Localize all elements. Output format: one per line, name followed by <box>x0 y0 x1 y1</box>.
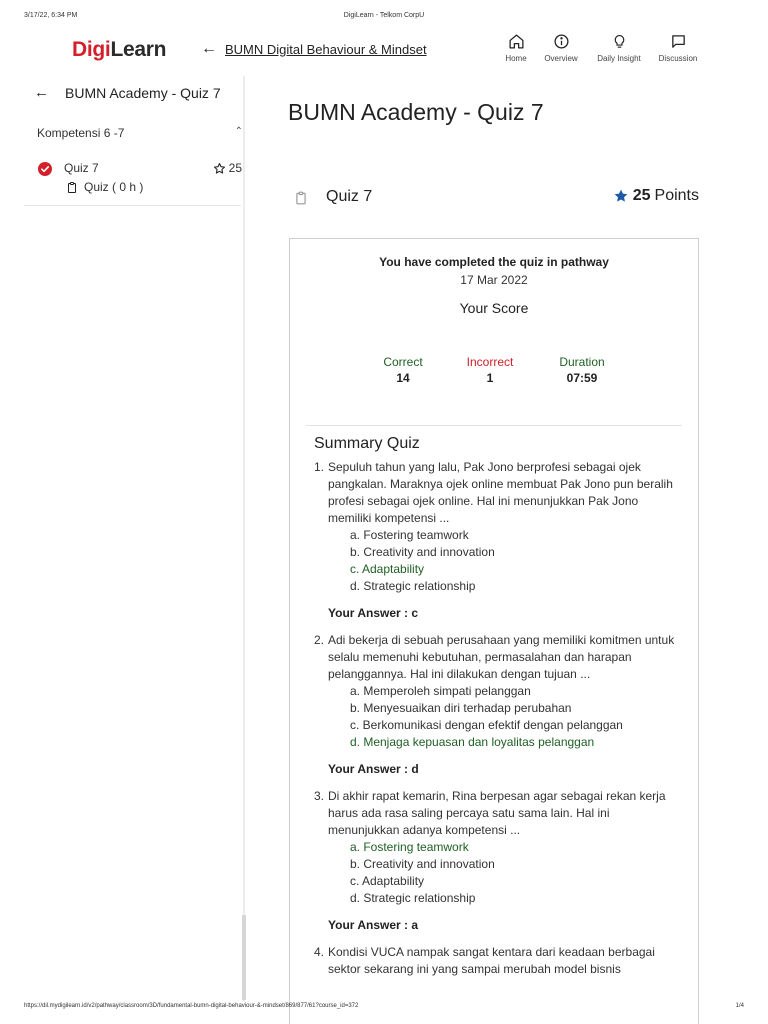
user-answer: Your Answer : d <box>328 762 419 776</box>
question-number: 1. <box>314 460 325 474</box>
points-value: 25 <box>632 187 651 204</box>
star-filled-icon <box>613 188 629 204</box>
option: b. Creativity and innovation <box>350 857 495 871</box>
home-icon <box>508 33 525 50</box>
summary-title: Summary Quiz <box>314 435 420 452</box>
option: c. Adaptability <box>350 874 425 888</box>
stat-duration <box>542 355 622 385</box>
question-number: 3. <box>314 789 325 803</box>
option-correct: d. Menjaga kepuasan dan loyalitas pelanggan <box>350 735 595 749</box>
user-answer: Your Answer : a <box>328 918 419 932</box>
info-icon <box>553 33 570 50</box>
question-text: Di akhir rapat kemarin, Rina berpesan agar sebagai rekan kerja harus ada rasa saling percaya satu sama lain. Hal ini menunjukkan adanya kompetensi ... <box>328 789 666 837</box>
sidebar-item-label: Quiz 7 <box>64 161 99 175</box>
card-divider <box>306 425 682 426</box>
question-text: Adi bekerja di sebuah perusahaan yang memiliki komitmen untuk selalu memenuhi kebutuhan, permasalahan dan harapan pelanggannya. Hal ini dilakukan dengan tujuan ... <box>328 633 675 681</box>
question-item <box>314 632 684 778</box>
nav-discussion-label: Discussion <box>658 54 698 63</box>
question-item <box>314 459 684 622</box>
sidebar-divider <box>24 205 241 206</box>
arrow-left-icon[interactable]: ← <box>34 84 49 101</box>
sidebar-title: BUMN Academy - Quiz 7 <box>65 84 221 101</box>
stat-duration-value: 07:59 <box>566 371 598 385</box>
print-header <box>0 12 768 22</box>
question-text: Sepuluh tahun yang lalu, Pak Jono berprofesi sebagai ojek pangkalan. Maraknya ojek online membuat Pak Jono pun beralih profesi sebagai ojek online. Hal ini menunjukkan Pak Jono memiliki kompetensi ... <box>328 460 673 525</box>
nav-daily-insight-label: Daily Insight <box>597 54 641 63</box>
option: a. Memperoleh simpati pelanggan <box>350 684 531 698</box>
sidebar-subitem[interactable] <box>66 180 143 194</box>
print-timestamp: 3/17/22, 6:34 PM <box>24 12 78 19</box>
question-text: Kondisi VUCA nampak sangat kentara dari keadaan berbagai sektor sekarang ini yang sampai merubah model bisnis <box>328 945 655 976</box>
score-heading: Your Score <box>459 300 529 316</box>
question-number: 4. <box>314 945 325 959</box>
question-item <box>314 788 684 934</box>
question-number: 2. <box>314 633 325 647</box>
option-list <box>328 683 684 751</box>
option: b. Creativity and innovation <box>350 545 495 559</box>
completed-date: 17 Mar 2022 <box>460 273 528 287</box>
quiz-name: Quiz 7 <box>326 188 373 205</box>
stat-correct-label: Correct <box>383 355 423 369</box>
vertical-divider <box>243 76 245 1001</box>
arrow-left-icon: ← <box>201 40 217 57</box>
sidebar-section-toggle[interactable] <box>37 126 243 140</box>
clipboard-icon <box>66 181 78 194</box>
nav-overview-label: Overview <box>544 54 578 63</box>
user-answer: Your Answer : c <box>328 606 419 620</box>
digilearn-logo[interactable]: DigiLearn <box>72 38 167 61</box>
page-title: BUMN Academy - Quiz 7 <box>288 99 544 125</box>
clipboard-icon <box>294 190 308 206</box>
stat-incorrect-label: Incorrect <box>466 355 514 369</box>
option: d. Strategic relationship <box>350 579 476 593</box>
lightbulb-icon <box>611 33 628 50</box>
sidebar-section-label: Kompetensi 6 -7 <box>37 126 125 140</box>
check-circle-icon <box>38 162 52 176</box>
nav-home-label: Home <box>505 54 527 63</box>
question-list <box>314 459 684 988</box>
option: b. Menyesuaikan diri terhadap perubahan <box>350 701 572 715</box>
option-correct: a. Fostering teamwork <box>350 840 469 854</box>
quiz-points <box>613 187 699 205</box>
quiz-header-row <box>288 186 699 210</box>
quiz-result-card <box>289 238 699 1024</box>
course-back-link[interactable] <box>201 41 427 57</box>
course-title[interactable]: BUMN Digital Behaviour & Mindset <box>225 41 427 57</box>
star-outline-icon <box>213 162 226 175</box>
option: a. Fostering teamwork <box>350 528 469 542</box>
stat-duration-label: Duration <box>559 355 605 369</box>
chat-icon <box>670 33 687 50</box>
print-page-number: 1/4 <box>735 1003 744 1009</box>
print-page-title: DigiLearn - Telkom CorpU <box>343 12 425 19</box>
option-list <box>328 839 684 907</box>
points-label: Points <box>654 187 699 204</box>
print-url: https://dil.mydigilearn.id/v2/pathway/classroom/3D/fundamental-bumn-digital-behaviour-&-mindset/869/877/61?course_id=372 <box>24 1003 359 1009</box>
nav-discussion[interactable] <box>648 33 708 63</box>
sidebar-header <box>24 84 221 101</box>
option: c. Berkomunikasi dengan efektif dengan pelanggan <box>350 718 623 732</box>
completed-message: You have completed the quiz in pathway <box>379 255 609 269</box>
nav-overview[interactable] <box>531 33 591 63</box>
chevron-up-icon: ⌃ <box>234 126 243 137</box>
option: d. Strategic relationship <box>350 891 476 905</box>
sidebar-subitem-label: Quiz ( 0 h ) <box>84 180 144 194</box>
stat-incorrect <box>450 355 530 385</box>
nav-daily-insight[interactable] <box>589 33 649 63</box>
option-correct: c. Adaptability <box>350 562 425 576</box>
top-bar <box>0 28 768 72</box>
question-item <box>314 944 684 978</box>
option-list <box>328 527 684 595</box>
sidebar-scrollbar[interactable] <box>242 915 246 1000</box>
stat-incorrect-value: 1 <box>486 371 494 385</box>
sidebar-item-points: 25 <box>213 161 242 175</box>
stat-correct <box>363 355 443 385</box>
stat-correct-value: 14 <box>396 371 410 385</box>
